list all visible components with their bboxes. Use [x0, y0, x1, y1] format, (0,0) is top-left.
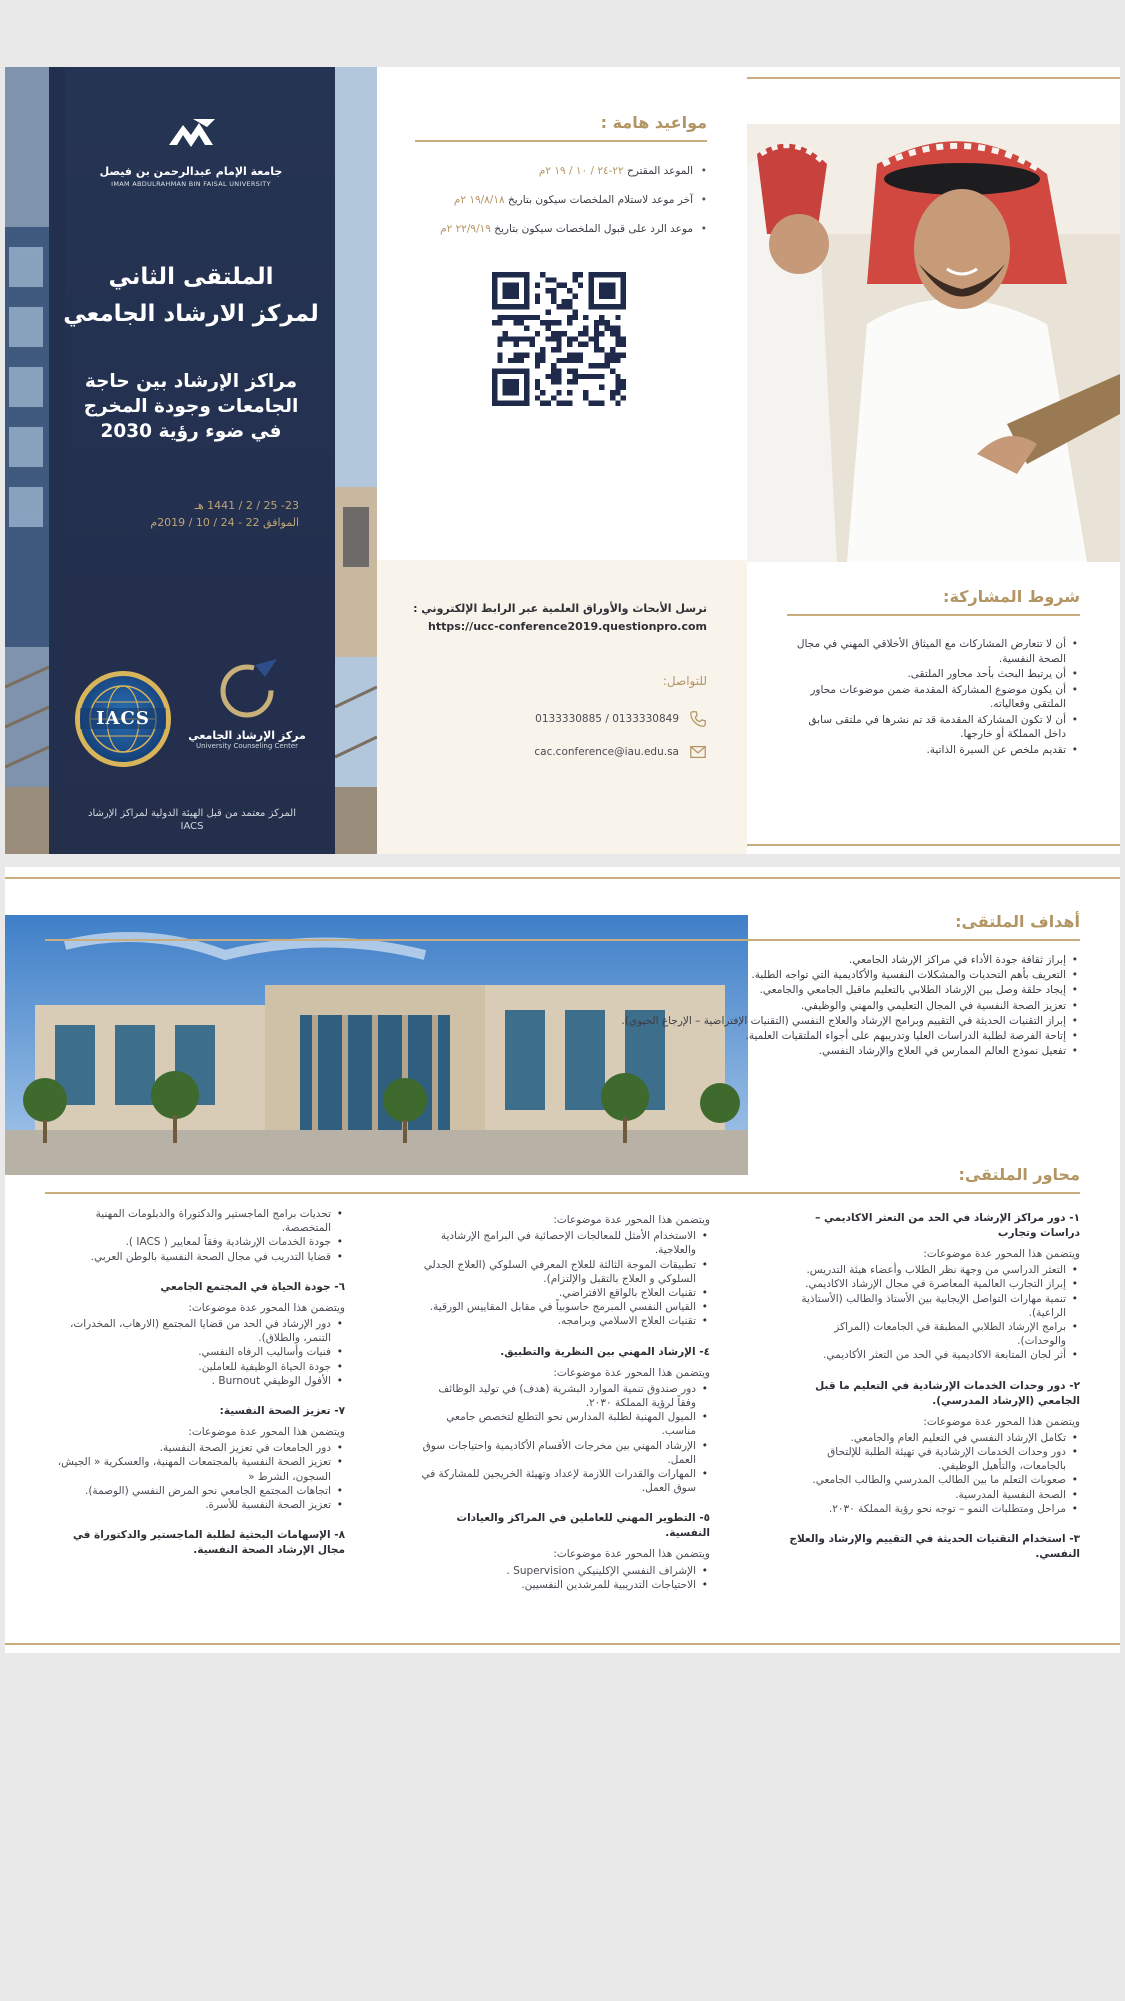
list-item: • الصحة النفسية المدرسية.	[788, 1488, 1080, 1502]
email-address[interactable]: cac.conference@iau.edu.sa	[534, 746, 679, 758]
phone-icon	[689, 710, 707, 728]
list-item: • تطبيقات الموجة الثالثة للعلاج المعرفي السلوكي (العلاج الجدلي السلوكي و العلاج بالتقبل والإلتزام).	[418, 1258, 710, 1286]
axis-8-title: ٨- الإسهامات البحثية لطلبة الماجستير والدكتوراة في مجال الإرشاد الصحة النفسية.	[72, 1529, 345, 1557]
list-item: • تقنيات العلاج الاسلامي وبرامجه.	[418, 1314, 710, 1328]
condition-item: • أن يكون موضوع المشاركة المقدمة ضمن موضوعات محاور الملتقى وفعالياته.	[789, 683, 1080, 712]
university-name-ar: جامعة الإمام عبدالرحمن بن فيصل	[99, 165, 283, 178]
list-item: • دور الإرشاد في الحد من قضايا المجتمع (الارهاب، المخدرات، التنمر، والطلاق).	[53, 1317, 345, 1345]
bottom-divider	[5, 1643, 1120, 1645]
goal-item: • إبراز ثقافة جودة الأداء في مراكز الإرشاد الجامعي.	[47, 953, 1080, 967]
date-item	[407, 186, 707, 215]
list-item: • القياس النفسي المبرمج حاسوبياً في مقابل المقاييس الورقية.	[418, 1300, 710, 1314]
submission-section	[377, 560, 747, 854]
axis-3-list	[418, 1229, 710, 1328]
goals-list	[47, 953, 1080, 1059]
axis-6-intro: ويتضمن هذا المحور عدة موضوعات:	[188, 1301, 345, 1314]
submission-text: ترسل الأبحاث والأوراق العلمية عبر الرابط الإلكتروني :	[413, 602, 707, 615]
university-logo	[5, 115, 377, 188]
axis-6-title: ٦- جودة الحياة في المجتمع الجامعي	[160, 1280, 345, 1293]
counseling-center-icon	[215, 657, 279, 721]
submission-note	[407, 600, 707, 636]
axis-7-title: ٧- تعزيز الصحة النفسية:	[219, 1405, 345, 1418]
axis-3-intro: ويتضمن هذا المحور عدة موضوعات:	[553, 1214, 710, 1226]
list-item: • الاستخدام الأمثل للمعالجات الإحصائية في البرامج الإرشادية والعلاجية.	[418, 1229, 710, 1257]
list-item: • الميول المهنية لطلبة المدارس نحو التطلع لتخصص جامعي مناسب.	[418, 1410, 710, 1438]
goal-item: • إتاحة الفرصة لطلبة الدراسات العليا وتدريبهم على أجواء الملتقيات العلمية.	[47, 1029, 1080, 1043]
iacs-label: IACS	[80, 708, 166, 729]
goal-item: • إيجاد حلقة وصل بين الإرشاد الطلابي بالتعليم ماقبل الجامعي والجامعي.	[47, 983, 1080, 997]
list-item: • صعوبات التعلم ما بين الطالب المدرسي والطالب الجامعي.	[788, 1473, 1080, 1487]
list-item: • تقنيات العلاج بالواقع الافتراضي.	[418, 1286, 710, 1300]
condition-item: • أن لا تكون المشاركة المقدمة قد تم نشرها في ملتقى سابق داخل المملكة أو خارجها.	[789, 713, 1080, 742]
date-value: ٢٢-٢٤ / ١٠ / ١٩ ٢م	[538, 165, 624, 177]
date-label: موعد الرد على قبول الملخصات سيكون بتاريخ	[490, 223, 693, 235]
email-row	[534, 743, 707, 761]
axis-5-list-continued	[53, 1207, 345, 1264]
list-item: • التعثر الدراسي من وجهة نظر الطلاب وأعضاء هيئة التدريس.	[788, 1263, 1080, 1277]
accreditation-note	[49, 807, 335, 833]
axes-column-3	[53, 1207, 345, 1562]
condition-item: • أن يرتبط البحث بأحد محاور الملتقى.	[789, 667, 1080, 682]
list-item: • أثر لجان المتابعة الاكاديمية في الحد من التعثر الأكاديمي.	[788, 1348, 1080, 1362]
top-divider	[5, 877, 1120, 879]
theme-line-3: في ضوء رؤية 2030	[100, 421, 282, 442]
important-dates-heading: مواعيد هامة :	[415, 113, 707, 142]
date-item	[407, 215, 707, 244]
cover-panel	[5, 67, 377, 854]
axis-5-title: ٥- التطوير المهني للعاملين في المراكز والعيادات النفسية.	[456, 1512, 710, 1540]
condition-item: • أن لا تتعارض المشاركات مع الميثاق الأخلاقي المهني في مجال الصحة النفسية.	[789, 637, 1080, 666]
axis-1-intro: ويتضمن هذا المحور عدة موضوعات:	[923, 1248, 1080, 1260]
date-hijri: 23- 25 / 2 / 1441 هـ	[194, 499, 299, 512]
axis-5-intro: ويتضمن هذا المحور عدة موضوعات:	[553, 1548, 710, 1561]
axes-heading: محاور الملتقى:	[45, 1165, 1080, 1194]
goal-item: • تعزيز الصحة النفسية في المجال التعليمي والمهني والوظيفي.	[47, 999, 1080, 1013]
list-item: • جودة الحياة الوظيفية للعاملين.	[53, 1360, 345, 1374]
list-item: • تكامل الإرشاد النفسي في التعليم العام والجامعي.	[788, 1431, 1080, 1445]
axis-5-list	[418, 1564, 710, 1592]
important-dates-section	[377, 67, 747, 560]
list-item: • تعزيز الصحة النفسية للأسرة.	[53, 1498, 345, 1512]
date-gregorian: الموافق 22 - 24 / 10 / 2019م	[150, 516, 299, 529]
axis-2-list	[788, 1431, 1080, 1516]
axis-2-intro: ويتضمن هذا المحور عدة موضوعات:	[923, 1415, 1080, 1428]
theme-line-1: مراكز الإرشاد بين حاجة	[84, 371, 298, 392]
accreditation-line-2: IACS	[180, 821, 204, 832]
right-panel	[747, 67, 1120, 854]
phone-row	[535, 710, 707, 728]
accreditation-line-1: المركز معتمد من قبل الهيئة الدولية لمراكز الإرشاد	[88, 808, 296, 819]
list-item: • الإرشاد المهني بين مخرجات الأقسام الأكاديمية واحتياجات سوق العمل.	[418, 1439, 710, 1467]
goal-item: • إبراز التقنيات الحديثة في التقييم وبرامج الإرشاد والعلاج النفسي (التقنيات الإفتراضية – الإرجاع الحيوي).	[47, 1014, 1080, 1028]
list-item: • تحديات برامج الماجستير والدكتوراة والدبلومات المهنية المتخصصة.	[53, 1207, 345, 1235]
submission-link[interactable]: https://ucc-conference2019.questionpro.com	[428, 620, 707, 633]
list-item: • دور صندوق تنمية الموارد البشرية (هدف) في توليد الوظائف وفقاً لرؤية المملكة ٢٠٣٠.	[418, 1382, 710, 1410]
date-value: ١٩/٨/١٨ ٢م	[453, 194, 505, 206]
counseling-center-logo	[187, 657, 307, 750]
list-item: • فنيات وأساليب الرفاه النفسي.	[53, 1345, 345, 1359]
conference-theme	[5, 369, 377, 444]
list-item: • تنمية مهارات التواصل الإيجابية بين الأستاذ والطالب (الأستاذية الراعية).	[788, 1292, 1080, 1320]
list-item: • مراحل ومتطلبات النمو – توجه نحو رؤية المملكة ٢٠٣٠.	[788, 1502, 1080, 1516]
list-item: • الإشراف النفسي الإكلينيكي Supervision .	[418, 1564, 710, 1578]
goal-item: • تفعيل نموذج العالم الممارس في العلاج والإرشاد النفسي.	[47, 1044, 1080, 1058]
email-icon	[689, 743, 707, 761]
condition-item: • تقديم ملخص عن السيرة الذاتية.	[789, 743, 1080, 758]
conference-dates	[150, 497, 299, 531]
date-item	[407, 157, 707, 186]
list-item: • إبراز التجارب العالمية المعاصرة في مجال الإرشاد الاكاديمي.	[788, 1277, 1080, 1291]
iacs-logo	[75, 671, 171, 767]
university-name-en: IMAM ABDULRAHMAN BIN FAISAL UNIVERSITY	[111, 180, 271, 188]
axis-4-intro: ويتضمن هذا المحور عدة موضوعات:	[553, 1366, 710, 1379]
center-name-ar: مركز الإرشاد الجامعي	[188, 729, 306, 742]
goals-heading: أهداف الملتقى:	[45, 912, 1080, 941]
title-line-2: لمركز الارشاد الجامعي	[63, 301, 319, 327]
axis-6-list	[53, 1317, 345, 1388]
brochure-outer-page	[5, 67, 1120, 854]
list-item: • برامج الإرشاد الطلابي المطبقة في الجامعات (المراكز والوحدات).	[788, 1320, 1080, 1348]
axis-3-title: ٣- استخدام التقنيات الحديثة في التقييم والإرشاد والعلاج النفسي.	[789, 1533, 1080, 1561]
goal-item: • التعريف بأهم التحديات والمشكلات النفسية والأكاديمية التي تواجه الطلبة.	[47, 968, 1080, 982]
list-item: • قضايا التدريب في مجال الصحة النفسية بالوطن العربي.	[53, 1250, 345, 1264]
axes-column-2	[418, 1207, 710, 1592]
center-name-en: University Counseling Center	[195, 742, 299, 750]
conference-title	[5, 259, 377, 333]
phone-numbers[interactable]: 0133330885 / 0133330849	[535, 713, 679, 725]
axis-7-list	[53, 1441, 345, 1512]
list-item: • دور الجامعات في تعزيز الصحة النفسية.	[53, 1441, 345, 1455]
axis-4-list	[418, 1382, 710, 1496]
axes-column-1	[788, 1207, 1080, 1566]
title-line-1: الملتقى الثاني	[108, 264, 274, 290]
list-item: • جودة الخدمات الإرشادية وفقاً لمعايير ( IACS ).	[53, 1235, 345, 1249]
date-value: ٢٢/٩/١٩ ٢م	[440, 223, 491, 235]
list-item: • دور وحدات الخدمات الإرشادية في تهيئة الطلبة للإلتحاق بالجامعات، والتأهيل الوظيفي.	[788, 1445, 1080, 1473]
brochure-inner-page	[5, 867, 1120, 1653]
qr-code[interactable]	[492, 272, 626, 406]
axis-1-list	[788, 1263, 1080, 1362]
middle-panel	[377, 67, 747, 854]
axis-2-title: ٢- دور وحدات الخدمات الإرشادية في التعليم ما قبل الجامعي (الإرشاد المدرسي).	[815, 1379, 1080, 1407]
theme-line-2: الجامعات وجودة المخرج	[83, 396, 299, 417]
contact-heading: للتواصل:	[662, 674, 707, 688]
list-item: • المهارات والقدرات اللازمة لإعداد وتهيئة الخريجين للمشاركة في سوق العمل.	[418, 1467, 710, 1495]
conditions-list	[789, 637, 1080, 758]
axis-7-intro: ويتضمن هذا المحور عدة موضوعات:	[188, 1426, 345, 1439]
date-label: الموعد المقترح	[623, 165, 693, 177]
important-dates-list	[407, 157, 707, 244]
list-item: • تعزيز الصحة النفسية بالمجتمعات المهنية، والعسكرية « الجيش، السجون، الشرط «	[53, 1455, 345, 1483]
two-men-illustration	[747, 124, 1120, 562]
university-emblem-icon	[163, 115, 219, 155]
students-photo	[747, 124, 1120, 562]
date-label: آخر موعد لاستلام الملخصات سيكون بتاريخ	[504, 194, 693, 206]
list-item: • الأفول الوظيفي Burnout .	[53, 1374, 345, 1388]
list-item: • اتجاهات المجتمع الجامعي نحو المرض النفسي (الوصمة).	[53, 1484, 345, 1498]
conditions-heading: شروط المشاركة:	[787, 587, 1080, 616]
list-item: • الاحتياجات التدريبية للمرشدين النفسيين.	[418, 1578, 710, 1592]
axis-1-title: ١- دور مراكز الإرشاد في الحد من التعثر الاكاديمي – دراسات وتجارب	[815, 1212, 1080, 1239]
axis-4-title: ٤- الإرشاد المهني بين النظرية والتطبيق.	[500, 1345, 710, 1358]
